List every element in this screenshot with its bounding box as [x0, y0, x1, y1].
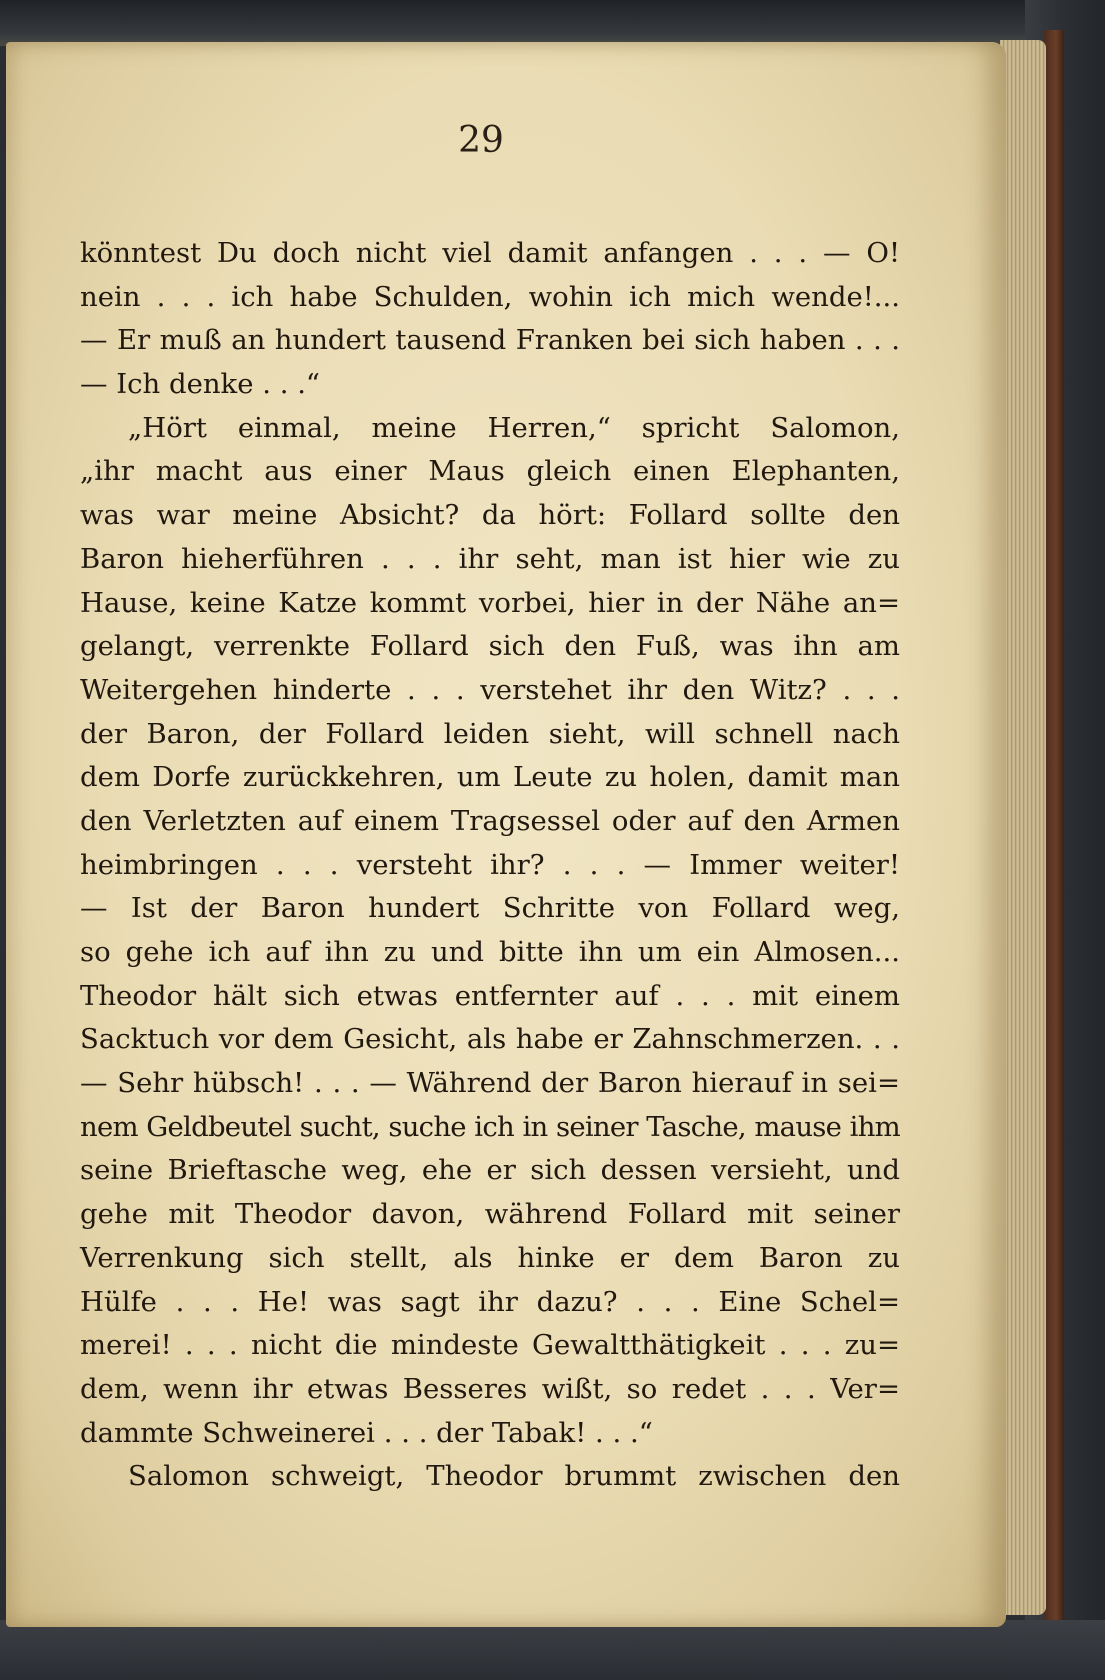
text-line: könntest Du doch nicht viel damit anfangen . . . — O!: [80, 237, 900, 269]
book-page: [6, 42, 1006, 1627]
text-line: Theodor hält sich etwas entfernter auf . . . mit einem: [80, 979, 900, 1012]
text-line: Weitergehen hinderte . . . verstehet ihr den Witz? . . .: [80, 673, 900, 706]
text-line: — Er muß an hundert tausend Franken bei sich haben . . .: [80, 324, 900, 357]
text-line: merei! . . . nicht die mindeste Gewaltthätigkeit . . . zu=: [80, 1329, 900, 1362]
book-cover-top-edge: [0, 0, 1105, 46]
page-number: 29: [458, 120, 504, 161]
text-line: seine Brieftasche weg, ehe er sich dessen versieht, und: [80, 1154, 900, 1187]
text-line: dem Dorfe zurückkehren, um Leute zu holen, damit man: [80, 761, 900, 794]
text-line: nem Geldbeutel sucht, suche ich in seiner Tasche, mause ihm: [80, 1110, 900, 1143]
text-line: Baron hieherführen . . . ihr seht, man ist hier wie zu: [80, 542, 900, 575]
text-line: „Hört einmal, meine Herren,“ spricht Salomon,: [128, 411, 900, 444]
text-line: dem, wenn ihr etwas Besseres wißt, so redet . . . Ver=: [80, 1372, 900, 1405]
page-stack-edges: [1000, 40, 1046, 1615]
text-line: „ihr macht aus einer Maus gleich einen Elephanten,: [80, 455, 900, 488]
text-line: den Verletzten auf einem Tragsessel oder auf den Armen: [80, 804, 900, 837]
text-line: so gehe ich auf ihn zu und bitte ihn um ein Almosen...: [80, 936, 900, 968]
text-line: gehe mit Theodor davon, während Follard mit seiner: [80, 1198, 900, 1231]
book-cover-bottom-edge: [0, 1620, 1105, 1680]
text-line: Hause, keine Katze kommt vorbei, hier in der Nähe an=: [80, 586, 900, 619]
book-binding-strip: [1044, 30, 1064, 1630]
text-line: Salomon schweigt, Theodor brummt zwischen den: [128, 1460, 900, 1493]
text-line: der Baron, der Follard leiden sieht, will schnell nach: [80, 717, 900, 750]
text-line: — Sehr hübsch! . . . — Während der Baron hierauf in sei=: [80, 1067, 900, 1100]
text-line: heimbringen . . . versteht ihr? . . . — Immer weiter!: [80, 848, 900, 881]
text-line: nein . . . ich habe Schulden, wohin ich mich wende!...: [80, 280, 900, 313]
page-text-block: [80, 232, 900, 1499]
text-line: — Ich denke . . .“: [80, 368, 320, 401]
text-line: was war meine Absicht? da hört: Follard sollte den: [80, 499, 900, 532]
text-line: gelangt, verrenkte Follard sich den Fuß, was ihn am: [80, 630, 900, 663]
text-line: — Ist der Baron hundert Schritte von Follard weg,: [80, 892, 900, 925]
text-line: dammte Schweinerei . . . der Tabak! . . .“: [80, 1416, 653, 1449]
text-line: Verrenkung sich stellt, als hinke er dem Baron zu: [80, 1241, 900, 1274]
text-line: Sacktuch vor dem Gesicht, als habe er Zahnschmerzen. . .: [80, 1023, 900, 1056]
text-line: Hülfe . . . He! was sagt ihr dazu? . . . Eine Schel=: [80, 1285, 900, 1318]
